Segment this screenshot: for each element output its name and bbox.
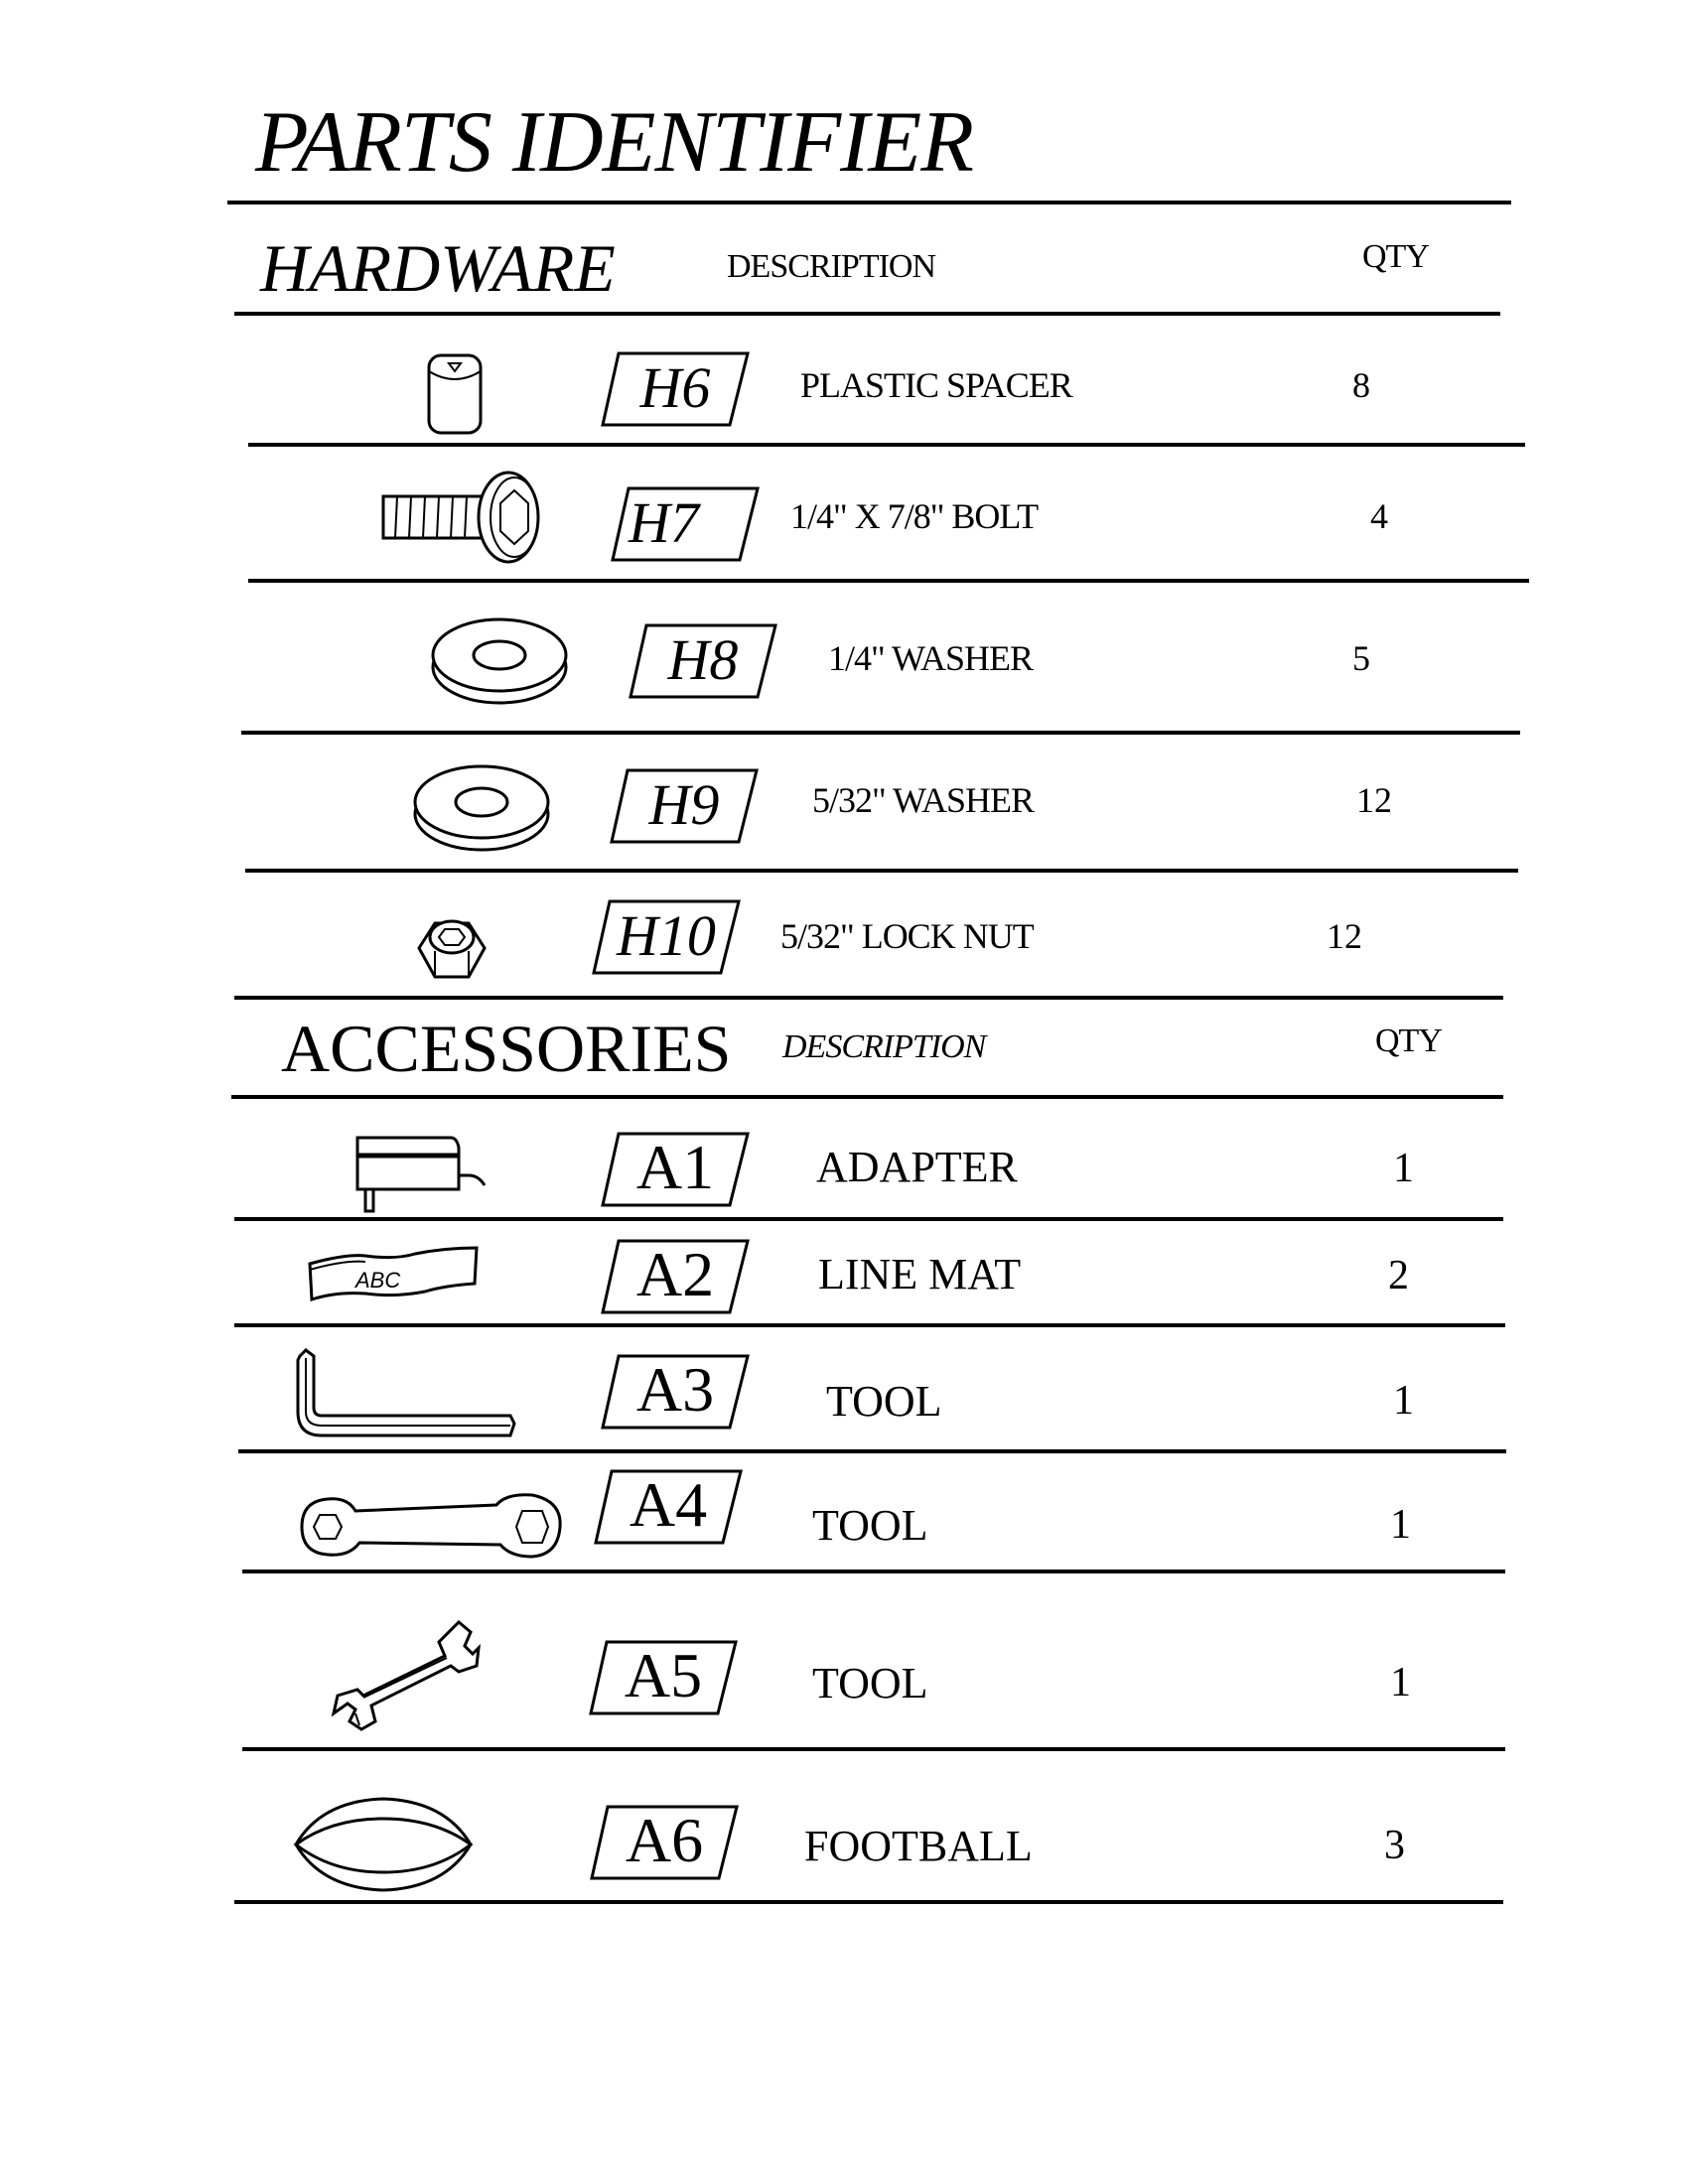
- part-description: 1/4" X 7/8" BOLT: [790, 496, 1039, 536]
- divider: [238, 1449, 1506, 1453]
- divider: [234, 996, 1503, 1000]
- line-mat-icon: [306, 1244, 485, 1303]
- hardware-description-header: DESCRIPTION: [727, 248, 936, 285]
- part-description: LINE MAT: [818, 1250, 1022, 1298]
- part-code-h7: H7: [611, 486, 760, 562]
- divider: [234, 312, 1500, 316]
- adapter-icon: [353, 1134, 502, 1213]
- part-description: ADAPTER: [816, 1143, 1018, 1191]
- part-qty: 12: [1327, 916, 1362, 956]
- part-description: FOOTBALL: [804, 1822, 1033, 1870]
- divider: [231, 1095, 1503, 1099]
- hardware-heading: HARDWARE: [260, 230, 616, 306]
- divider: [248, 443, 1525, 447]
- part-description: TOOL: [826, 1377, 942, 1426]
- divider: [248, 579, 1529, 583]
- part-qty: 8: [1352, 365, 1370, 405]
- part-qty: 1: [1393, 1146, 1414, 1191]
- lock-nut-icon: [415, 913, 489, 983]
- part-code-a5: A5: [589, 1640, 738, 1715]
- accessories-heading: ACCESSORIES: [281, 1011, 732, 1086]
- page-title: PARTS IDENTIFIER: [255, 94, 973, 191]
- bolt-icon: [379, 469, 550, 568]
- washer-icon: [411, 762, 552, 854]
- part-qty: 1: [1390, 1502, 1411, 1548]
- part-code-a3: A3: [601, 1354, 750, 1430]
- part-qty: 4: [1370, 496, 1388, 536]
- part-code-h9: H9: [610, 768, 759, 844]
- part-qty: 1: [1393, 1378, 1414, 1424]
- divider: [227, 201, 1511, 205]
- part-description: 1/4" WASHER: [828, 638, 1034, 678]
- divider: [234, 1900, 1503, 1904]
- part-code-a2: A2: [601, 1239, 750, 1314]
- plastic-spacer-icon: [425, 349, 485, 439]
- part-code-a4: A4: [594, 1469, 743, 1545]
- part-qty: 3: [1384, 1823, 1405, 1868]
- washer-icon: [429, 615, 570, 707]
- part-qty: 2: [1388, 1253, 1409, 1298]
- divider: [234, 1217, 1503, 1221]
- divider: [234, 1323, 1505, 1327]
- accessories-qty-header: QTY: [1375, 1023, 1442, 1059]
- part-qty: 12: [1356, 780, 1392, 820]
- part-qty: 5: [1352, 638, 1370, 678]
- svg-text:ABC: ABC: [355, 1268, 401, 1293]
- part-description: TOOL: [812, 1659, 928, 1707]
- accessories-description-header: DESCRIPTION: [782, 1028, 986, 1065]
- football-icon: [292, 1795, 475, 1894]
- part-code-h6: H6: [601, 351, 750, 427]
- divider: [242, 1747, 1505, 1751]
- box-wrench-icon: [298, 1491, 566, 1561]
- part-code-a6: A6: [590, 1805, 739, 1880]
- part-description: PLASTIC SPACER: [800, 365, 1072, 405]
- allen-key-icon: [292, 1346, 518, 1441]
- part-description: TOOL: [812, 1501, 928, 1550]
- part-qty: 1: [1390, 1660, 1411, 1706]
- hardware-qty-header: QTY: [1362, 238, 1429, 275]
- divider: [245, 869, 1518, 873]
- divider: [242, 1570, 1505, 1573]
- open-wrench-icon: [320, 1618, 487, 1731]
- part-code-h8: H8: [629, 623, 777, 699]
- part-description: 5/32" WASHER: [812, 780, 1035, 820]
- part-code-a1: A1: [601, 1132, 750, 1207]
- divider: [241, 731, 1520, 735]
- part-code-h10: H10: [592, 899, 741, 975]
- part-description: 5/32" LOCK NUT: [780, 916, 1034, 956]
